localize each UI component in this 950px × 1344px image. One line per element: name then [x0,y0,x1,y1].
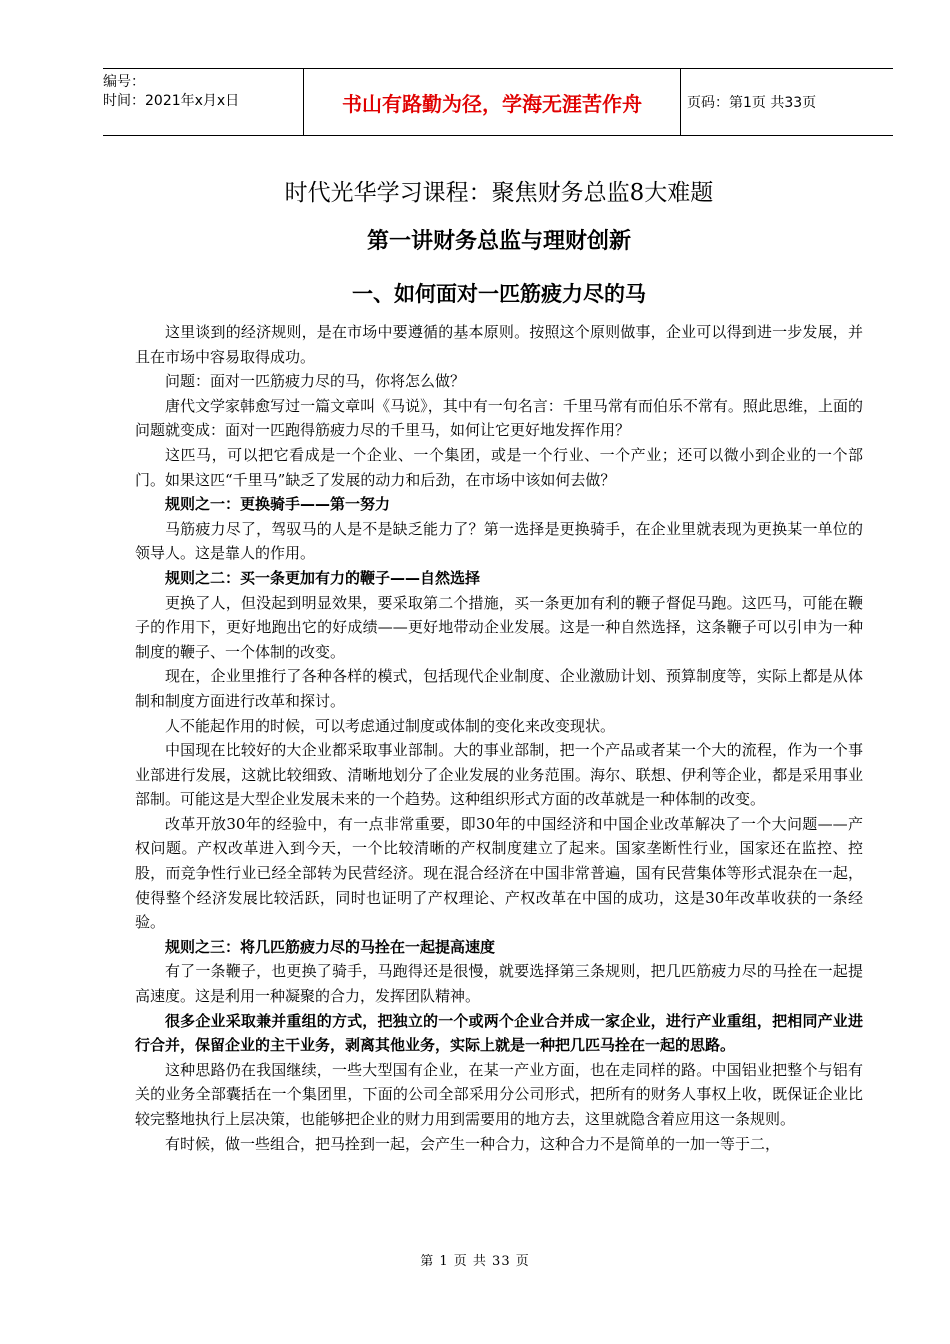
paragraph: 问题：面对一匹筋疲力尽的马，你将怎么做？ [165,372,466,391]
paragraph-list [135,320,863,1156]
rule-heading: 规则之一：更换骑手——第一努力 [165,495,391,514]
time-label: 时间：2021年x月x日 [103,93,240,109]
header-meta [103,69,303,139]
paragraph: 有时候，做一些组合，把马拴到一起，会产生一种合力，这种合力不是简单的一加一等于二， [165,1134,781,1153]
paragraph: 很多企业采取兼并重组的方式，把独立的一个或两个企业合并成一家企业，进行产业重组，把相同产业进行合并，保留企业的主干业务，剥离其他业务，实际上就是一种把几匹马拴在一起的思路。 [135,1011,863,1055]
paragraph: 现在，企业里推行了各种各样的模式，包括现代企业制度、企业激励计划、预算制度等，实际上都是从体制和制度方面进行改革和探讨。 [135,667,863,710]
paragraph: 中国现在比较好的大企业都采取事业部制。大的事业部制，把一个产品或者某一个大的流程，作为一个事业部进行发展，这就比较细致、清晰地划分了企业发展的业务范围。海尔、联想、伊利等企业，都是采用事业部制。可能这是大型企业发展未来的一个趋势。这种组织形式方面的改革就是一种体制的改变。 [135,741,863,809]
rule-heading: 规则之二：买一条更加有力的鞭子——自然选择 [165,568,481,587]
rule-heading: 规则之三：将几匹筋疲力尽的马拴在一起提高速度 [165,937,496,956]
paragraph: 有了一条鞭子，也更换了骑手，马跑得还是很慢，就要选择第三条规则，把几匹筋疲力尽的马拴在一起提高速度。这是利用一种凝聚的合力，发挥团队精神。 [135,962,863,1006]
header-motto: 书山有路勤为径，学海无涯苦作舟 [303,69,681,135]
paragraph: 这匹马，可以把它看成是一个企业、一个集团，或是一个行业、一个产业；还可以微小到企业的一个部门。如果这匹“千里马”缺乏了发展的动力和后劲，在市场中该如何去做？ [135,445,863,489]
paragraph: 这里谈到的经济规则，是在市场中要遵循的基本原则。按照这个原则做事，企业可以得到进一步发展，并且在市场中容易取得成功。 [135,323,863,366]
paragraph: 这种思路仍在我国继续，一些大型国有企业，在某一产业方面，也在走同样的路。中国铝业把整个与铝有关的业务全部囊括在一个集团里，下面的公司全部采用分公司形式，把所有的财务人事权上收，既保证企业比较完整地执行上层决策，也能够把企业的财力用到需要用的地方去，这里就隐含着应用这一条规则。 [135,1060,863,1128]
paragraph: 马筋疲力尽了，驾驭马的人是不是缺乏能力了？第一选择是更换骑手，在企业里就表现为更换某一单位的领导人。这是靠人的作用。 [135,519,863,563]
section-title: 一、如何面对一匹筋疲力尽的马 [352,282,646,306]
paragraph: 更换了人，但没起到明显效果，要采取第二个措施，买一条更加有利的鞭子督促马跑。这匹马，可能在鞭子的作用下，更好地跑出它的好成绩——更好地带动企业发展。这是一种自然选择，这条鞭子可以引申为一种制度的鞭子、一个体制的改变。 [135,593,863,661]
lecture-title: 第一讲财务总监与理财创新 [366,229,631,254]
document-body [135,178,863,1156]
document-title: 时代光华学习课程：聚焦财务总监8大难题 [284,180,714,206]
header-page-code: 页码：第1页 共33页 [687,95,817,111]
number-label: 编号： [103,74,145,90]
page-footer: 第 1 页 共 33 页 [420,1254,530,1269]
paragraph: 改革开放30年的经验中，有一点非常重要，即30年的中国经济和中国企业改革解决了一个大问题——产权问题。产权改革进入到今天，一个比较清晰的产权制度建立了起来。国家垄断性行业，国家还在监控、控股，而竞争性行业已经全部转为民营经济。现在混合经济在中国非常普遍，国有民营集体等形式混杂在一起，使得整个经济发展比较活跃，同时也证明了产权理论、产权改革在中国的成功，这是30年改革收获的一条经验。 [135,814,863,932]
paragraph: 唐代文学家韩愈写过一篇文章叫《马说》，其中有一句名言：千里马常有而伯乐不常有。照此思维，上面的问题就变成：面对一匹跑得筋疲力尽的千里马，如何让它更好地发挥作用？ [135,396,863,440]
paragraph: 人不能起作用的时候，可以考虑通过制度或体制的变化来改变现状。 [165,716,616,735]
page-header [103,68,893,136]
